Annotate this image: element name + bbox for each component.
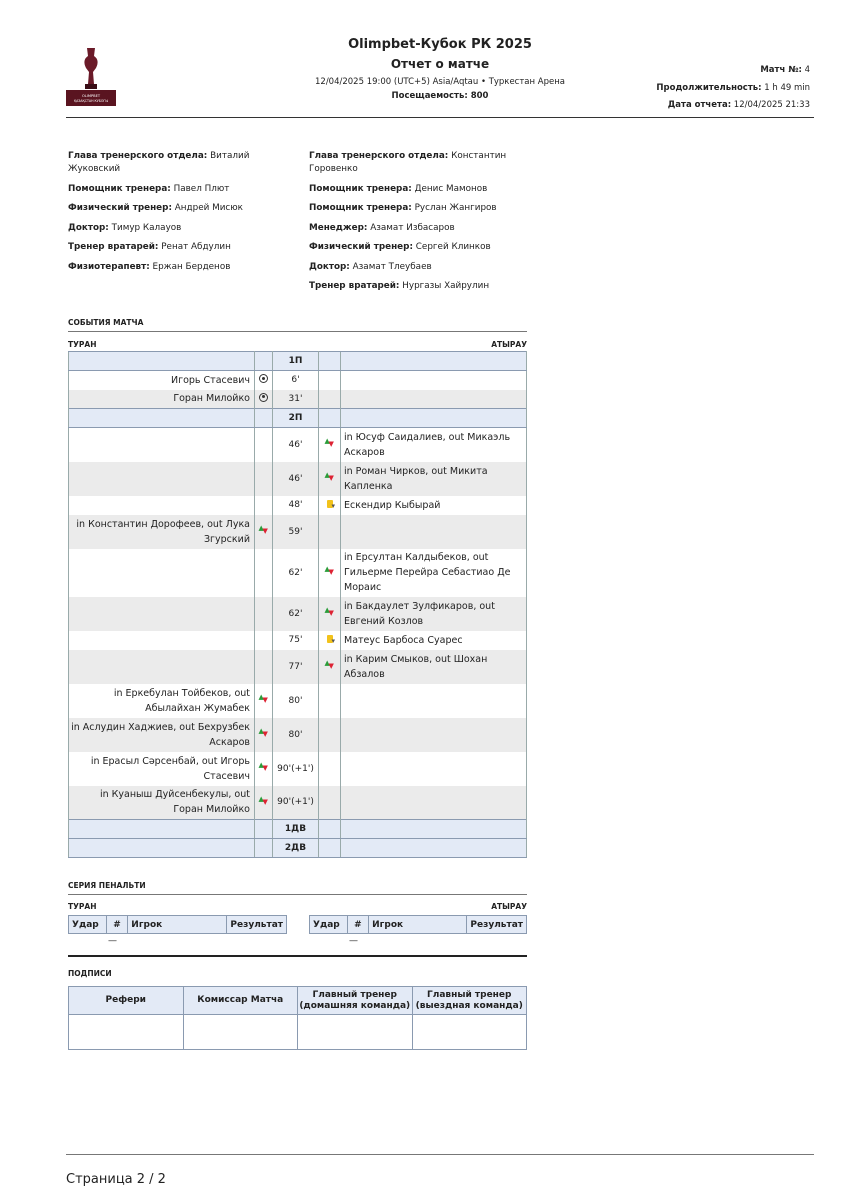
home-penalty-table <box>68 915 287 934</box>
staff-row: Глава тренерского отдела: Константин Горовенко <box>309 151 507 174</box>
home-team-name: ТУРАН <box>68 340 97 349</box>
substitution-icon: ▲ ▼ <box>258 524 268 535</box>
staff-row: Доктор: Азамат Тлеубаев <box>309 261 432 272</box>
table-row: Игорь Стасевич 6' <box>69 371 527 390</box>
report-subtitle: Отчет о матче <box>390 57 490 71</box>
staff-row: Глава тренерского отдела: Виталий Жуковский <box>68 151 250 174</box>
report-date-label: Дата отчета: <box>667 100 732 110</box>
signatures-section-label: ПОДПИСИ <box>68 969 112 978</box>
period-label: 1П <box>273 352 319 371</box>
table-row: 75' ▾ Матеус Барбоса Суарес <box>69 631 527 650</box>
events-section-label: СОБЫТИЯ МАТЧА <box>68 318 527 332</box>
period-row <box>69 839 527 858</box>
home-staff-list <box>68 150 288 280</box>
home-penalty-empty: — <box>108 936 117 946</box>
report-header <box>66 36 814 118</box>
penalties-section-label: СЕРИЯ ПЕНАЛЬТИ <box>68 881 527 895</box>
period-label: 1ДВ <box>273 820 319 839</box>
signatures-table <box>68 986 527 1050</box>
referee-signature-cell <box>69 1015 184 1050</box>
period-row <box>69 409 527 428</box>
period-label: 2ДВ <box>273 839 319 858</box>
away-coach-signature-cell <box>412 1015 527 1050</box>
footer-divider <box>66 1154 814 1155</box>
table-row: in Ерасыл Сәрсенбай, out Игорь Стасевич ▲ ▼ 90'(+1') <box>69 752 527 786</box>
commissioner-signature-cell <box>183 1015 298 1050</box>
svg-text:ҚАЗАҚСТАН КУБОГЫ: ҚАЗАҚСТАН КУБОГЫ <box>73 99 109 103</box>
report-title: Olimpbet-Кубок РК 2025 <box>348 37 532 52</box>
away-team-name: АТЫРАУ <box>491 902 527 911</box>
table-header-row: Рефери Комиссар Матча Главный тренер (домашняя команда) Главный тренер (выездная команда) <box>69 987 527 1015</box>
period-row <box>69 820 527 839</box>
home-coach-signature-cell <box>298 1015 413 1050</box>
period-label: 2П <box>273 409 319 428</box>
substitution-icon: ▲ ▼ <box>324 565 334 576</box>
signature-row <box>69 1015 527 1050</box>
table-header-row: Удар # Игрок Результат <box>310 916 527 934</box>
match-events-table <box>68 351 527 858</box>
yellow-card-icon <box>327 635 333 643</box>
period-row <box>69 352 527 371</box>
table-row: 46' ▲ ▼ in Роман Чирков, out Микита Капленка <box>69 462 527 496</box>
page-number: Страница 2 / 2 <box>66 1172 166 1187</box>
goal-icon <box>259 393 268 402</box>
away-penalty-empty: — <box>349 936 358 946</box>
table-row: in Куаныш Дуйсенбекулы, out Горан Милойко ▲ ▼ 90'(+1') <box>69 786 527 820</box>
penalties-teams <box>68 902 527 911</box>
table-row: 62' ▲ ▼ in Ерсултан Калдыбеков, out Гильерме Перейра Себастиао Де Мораис <box>69 549 527 597</box>
substitution-icon: ▲ ▼ <box>324 471 334 482</box>
match-number-value: 4 <box>804 65 810 75</box>
report-date-value: 12/04/2025 21:33 <box>733 100 810 110</box>
away-team-name: АТЫРАУ <box>491 340 527 349</box>
staff-row: Менеджер: Азамат Избасаров <box>309 222 455 233</box>
table-row: in Еркебулан Тойбеков, out Абылайхан Жумабек ▲ ▼ 80' <box>69 684 527 718</box>
substitution-icon: ▲ ▼ <box>258 761 268 772</box>
away-staff-list <box>309 150 529 300</box>
duration-value: 1 h 49 min <box>764 82 810 93</box>
table-row: 48' ▾ Ескендир Кыбырай <box>69 496 527 515</box>
table-row: Горан Милойко 31' <box>69 390 527 409</box>
table-row: 46' ▲ ▼ in Юсуф Саидалиев, out Микаэль Аскаров <box>69 428 527 462</box>
home-team-name: ТУРАН <box>68 902 97 911</box>
match-datetime-venue: 12/04/2025 19:00 (UTC+5) Asia/Aqtau • Туркестан Арена <box>315 77 565 87</box>
table-row: in Аслудин Хаджиев, out Бехрузбек Аскаров ▲ ▼ 80' <box>69 718 527 752</box>
staff-row: Помощник тренера: Павел Плют <box>68 183 230 194</box>
substitution-icon: ▲ ▼ <box>258 727 268 738</box>
table-header-row: Удар # Игрок Результат <box>69 916 287 934</box>
substitution-icon: ▲ ▼ <box>324 659 334 670</box>
staff-row: Физический тренер: Андрей Мисюк <box>68 203 243 213</box>
divider <box>68 955 527 957</box>
duration-label: Продолжительность: <box>656 82 762 93</box>
away-penalty-table <box>309 915 527 934</box>
staff-row: Тренер вратарей: Ренат Абдулин <box>68 242 231 252</box>
substitution-icon: ▲ ▼ <box>324 606 334 617</box>
yellow-card-icon <box>327 500 333 508</box>
attendance-value: 800 <box>470 91 489 101</box>
substitution-icon: ▲ ▼ <box>324 437 334 449</box>
match-meta <box>656 62 810 115</box>
staff-row: Физический тренер: Сергей Клинков <box>309 242 491 252</box>
staff-row: Помощник тренера: Руслан Жангиров <box>309 203 497 213</box>
table-row: 77' ▲ ▼ in Карим Смыков, out Шохан Абзалов <box>69 650 527 684</box>
svg-text:OLIMPBET: OLIMPBET <box>81 94 101 98</box>
staff-row: Доктор: Тимур Калауов <box>68 222 182 233</box>
staff-row: Помощник тренера: Денис Мамонов <box>309 183 488 194</box>
substitution-icon: ▲ ▼ <box>258 794 268 806</box>
goal-icon <box>259 374 268 383</box>
match-number-label: Матч №: <box>760 65 802 75</box>
attendance-label: Посещаемость: <box>391 91 468 101</box>
table-row: 62' ▲ ▼ in Бакдаулет Зулфикаров, out Евгений Козлов <box>69 597 527 631</box>
substitution-icon: ▲ ▼ <box>258 693 268 704</box>
staff-row: Тренер вратарей: Нургазы Хайрулин <box>309 281 490 291</box>
events-teams <box>68 340 527 349</box>
table-row: in Константин Дорофеев, out Лука Згурский ▲ ▼ 59' <box>69 515 527 549</box>
staff-row: Физиотерапевт: Ержан Берденов <box>68 261 231 272</box>
